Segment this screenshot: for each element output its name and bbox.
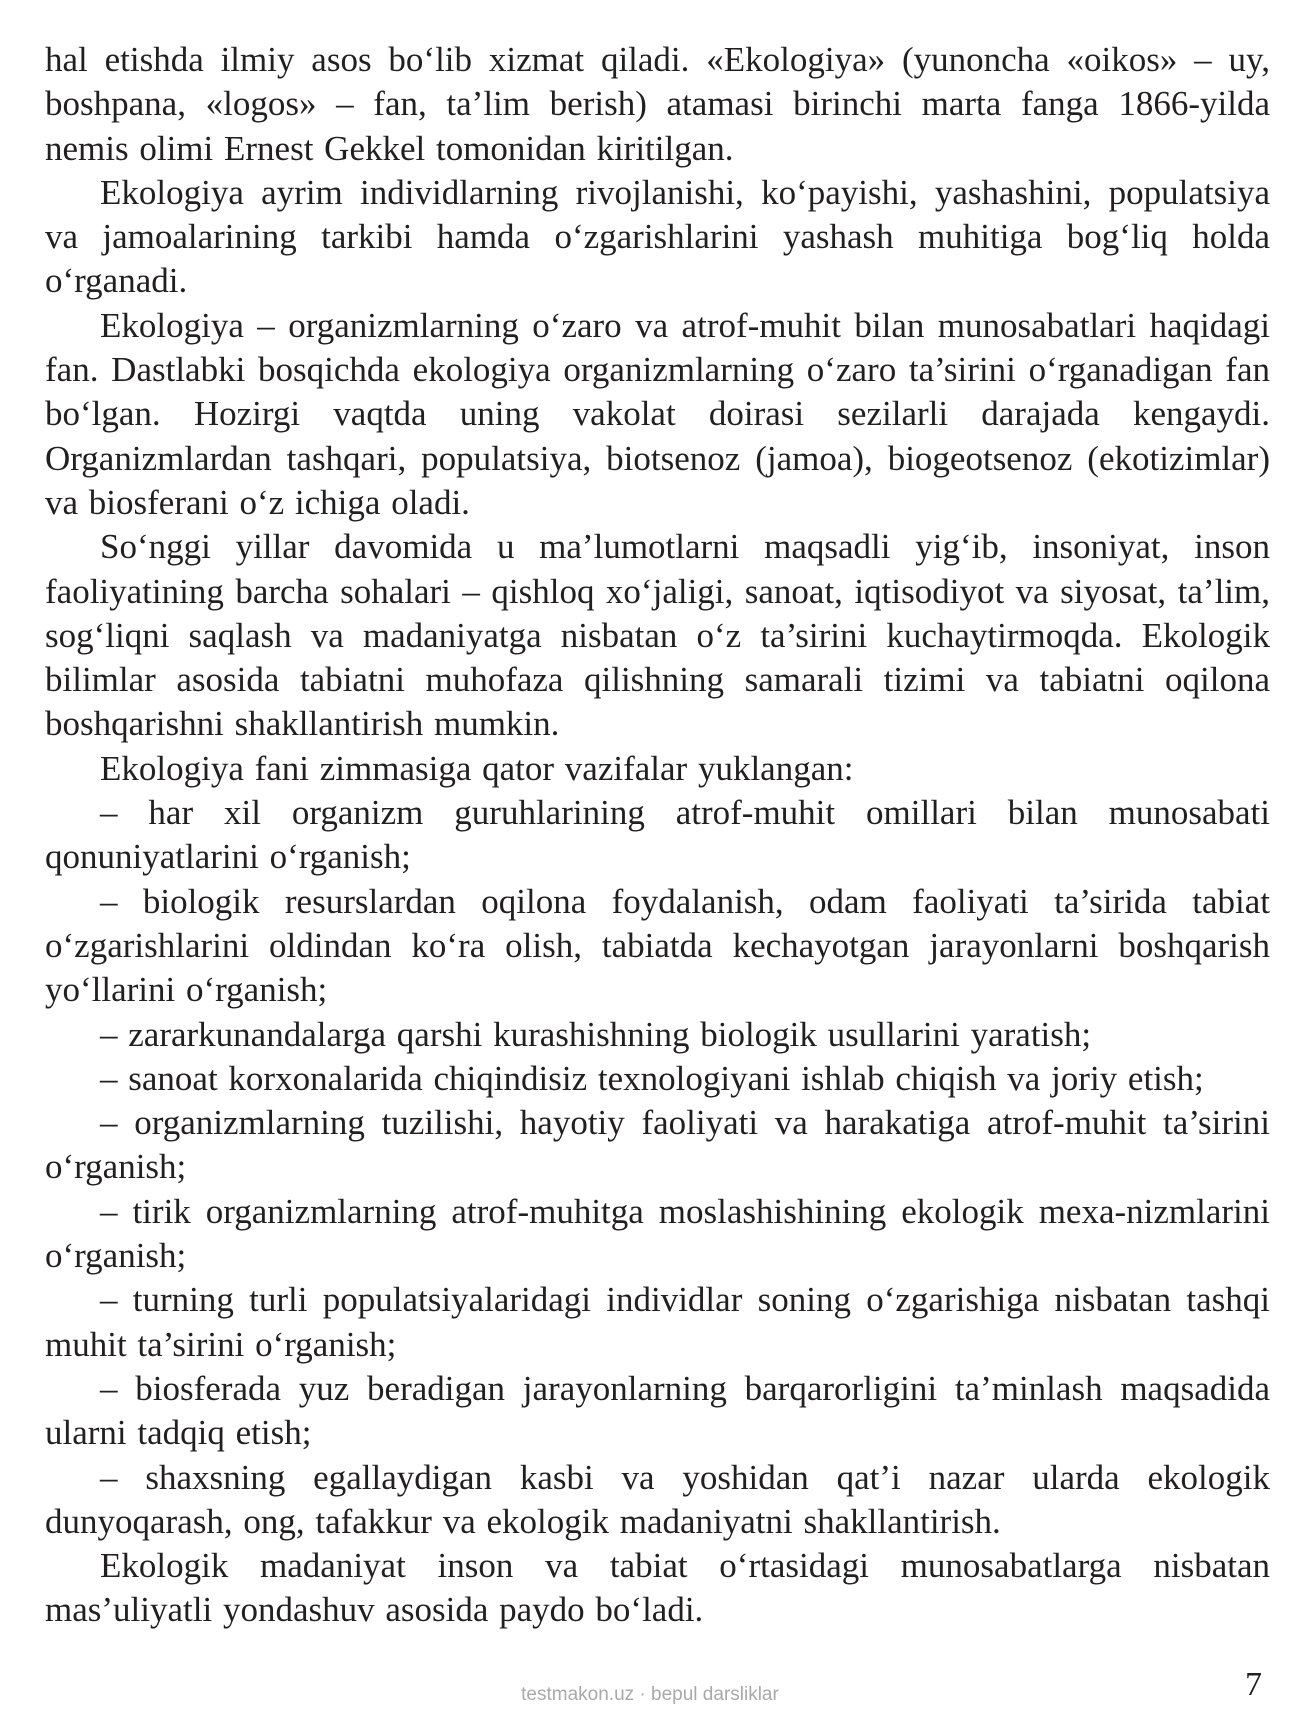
list-item-task: – biosferada yuz beradigan jarayonlarning barqarorligini ta’minlash maqsadida ularni tadqiq etish; bbox=[45, 1368, 1270, 1453]
list-item-task: – turning turli populatsiyalaridagi individlar soning o‘zgarishiga nisbatan tashqi muhit ta’sirini o‘rganish; bbox=[45, 1280, 1270, 1364]
paragraph-etymology: hal etishda ilmiy asos bo‘lib xizmat qiladi. «Ekologiya» (yunoncha «oikos» – uy, boshpana, «logos» – fan, ta’lim berish) atamasi birinchi marta fanga 1866-yilda nemis olimi Ernest Gekkel tomonidan kiritilgan. bbox=[45, 40, 1270, 168]
paragraph-definition: Ekologiya – organizmlarning o‘zaro va atrof-muhit bilan munosabatlari haqidagi fan. Dastlabki bosqichda ekologiya organizmlarning o‘zaro ta’sirini o‘rganadigan fan bo‘lgan. Hozirgi vaqtda uning vakolat doirasi sezilarli darajada kengaydi. Organizmlardan tashqari, populatsiya, biotsenoz (jamoa), biogeotsenoz (ekotizimlar) va biosferani o‘z ichiga oladi. bbox=[45, 305, 1270, 522]
list-item-task: – tirik organizmlarning atrof-muhitga moslashishining ekologik mexa-nizmlarini o‘rganish; bbox=[45, 1191, 1270, 1276]
list-item-task: – shaxsning egallaydigan kasbi va yoshidan qat’i nazar ularda ekologik dunyoqarash, ong, tafakkur va ekologik madaniyatni shakllantirish. bbox=[45, 1457, 1270, 1541]
list-item-task: – har xil organizm guruhlarining atrof-muhit omillari bilan munosabati qonuniyatlarini o‘rganish; bbox=[45, 793, 1270, 877]
page-number: 7 bbox=[1245, 1666, 1262, 1703]
footer-watermark: testmakon.uz · bepul darsliklar bbox=[521, 1684, 779, 1705]
list-item-task: – organizmlarning tuzilishi, hayotiy faoliyati va harakatiga atrof-muhit ta’sirini o‘rganish; bbox=[45, 1103, 1270, 1187]
document-body bbox=[45, 38, 1270, 1633]
paragraph-ecological-culture: Ekologik madaniyat inson va tabiat o‘rtasidagi munosabatlarga nisbatan mas’uliyatli yondashuv asosida paydo bo‘ladi. bbox=[45, 1546, 1270, 1630]
paragraph-tasks-intro: Ekologiya fani zimmasiga qator vazifalar yuklangan: bbox=[100, 748, 854, 788]
paragraph-recent-years: So‘nggi yillar davomida u ma’lumotlarni maqsadli yig‘ib, insoniyat, inson faoliyatining barcha sohalari – qishloq xo‘jaligi, sanoat, iqtisodiyot va siyosat, ta’lim, sog‘liqni saqlash va madaniyatga nisbatan o‘z ta’sirini kuchaytirmoqda. Ekologik bilimlar asosida tabiatni muhofaza qilishning samarali tizimi va tabiatni oqilona boshqarishni shakllantirish mumkin. bbox=[45, 527, 1270, 744]
list-item-task: – sanoat korxonalarida chiqindisiz texnologiyani ishlab chiqish va joriy etish; bbox=[100, 1058, 1204, 1098]
list-item-task: – zararkunandalarga qarshi kurashishning biologik usullarini yaratish; bbox=[100, 1014, 1092, 1054]
list-item-task: – biologik resurslardan oqilona foydalanish, odam faoliyati ta’sirida tabiat o‘zgarishlarini oldindan ko‘ra olish, tabiatda kechayotgan jarayonlarni boshqarish yo‘llarini o‘rganish; bbox=[45, 881, 1270, 1010]
paragraph-scope: Ekologiya ayrim individlarning rivojlanishi, ko‘payishi, yashashini, populatsiya va jamoalarining tarkibi hamda o‘zgarishlarini yashash muhitiga bog‘liq holda o‘rganadi. bbox=[45, 172, 1270, 301]
